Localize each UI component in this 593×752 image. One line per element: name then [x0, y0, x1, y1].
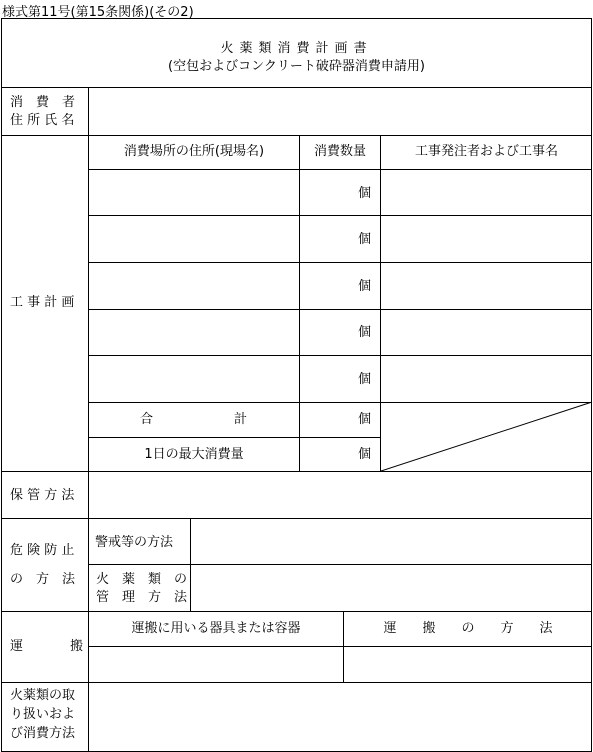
handling-label-line2: り扱いおよ — [10, 707, 76, 722]
management-label-line1: 火 薬 類 の — [96, 572, 188, 587]
work-plan-label: 工 事 計 画 — [10, 295, 75, 310]
form-number-label: 様式第11号(第15条関係)(その2) — [2, 5, 194, 20]
column-header-container: 運搬に用いる器具または容器 — [131, 621, 301, 636]
storage-label: 保 管 方 法 — [10, 488, 75, 503]
unit-label: 個 — [358, 325, 372, 340]
column-header-contractor: 工事発注者および工事名 — [414, 144, 558, 159]
handling-label-line1: 火薬類の取 — [10, 688, 76, 703]
column-header-quantity: 消費数量 — [313, 144, 366, 159]
column-header-location: 消費場所の住所(現場名) — [123, 144, 265, 159]
transport-label-right: 搬 — [70, 639, 84, 654]
unit-label: 個 — [358, 279, 372, 294]
form-subtitle: (空包およびコンクリート破砕器消費申請用) — [168, 59, 425, 74]
divider — [88, 564, 592, 565]
consumer-label-line1: 消 費 者 — [10, 95, 76, 110]
total-label-right: 計 — [234, 412, 248, 427]
handling-method-field[interactable] — [89, 683, 591, 751]
max-daily-label: 1日の最大消費量 — [144, 447, 244, 462]
storage-method-field[interactable] — [89, 472, 591, 517]
danger-label-line2: の 方 法 — [10, 572, 76, 587]
unit-label: 個 — [358, 232, 372, 247]
management-label-line2: 管 理 方 法 — [96, 590, 188, 605]
warning-method-label: 警戒等の方法 — [95, 535, 174, 550]
unit-label: 個 — [358, 186, 372, 201]
danger-label-line1: 危 険 防 止 — [10, 543, 75, 558]
divider — [88, 646, 592, 647]
max-unit-label: 個 — [358, 447, 372, 462]
total-unit-label: 個 — [358, 412, 372, 427]
total-label-left: 合 — [140, 412, 154, 427]
transport-label-left: 運 — [10, 639, 24, 654]
column-header-transport-method: 運 搬 の 方 法 — [383, 621, 553, 636]
consumer-label-line2: 住 所 氏 名 — [10, 113, 75, 128]
unit-label: 個 — [358, 372, 372, 387]
form-title: 火薬類消費計画書 — [220, 41, 373, 56]
handling-label-line3: び消費方法 — [10, 726, 76, 741]
